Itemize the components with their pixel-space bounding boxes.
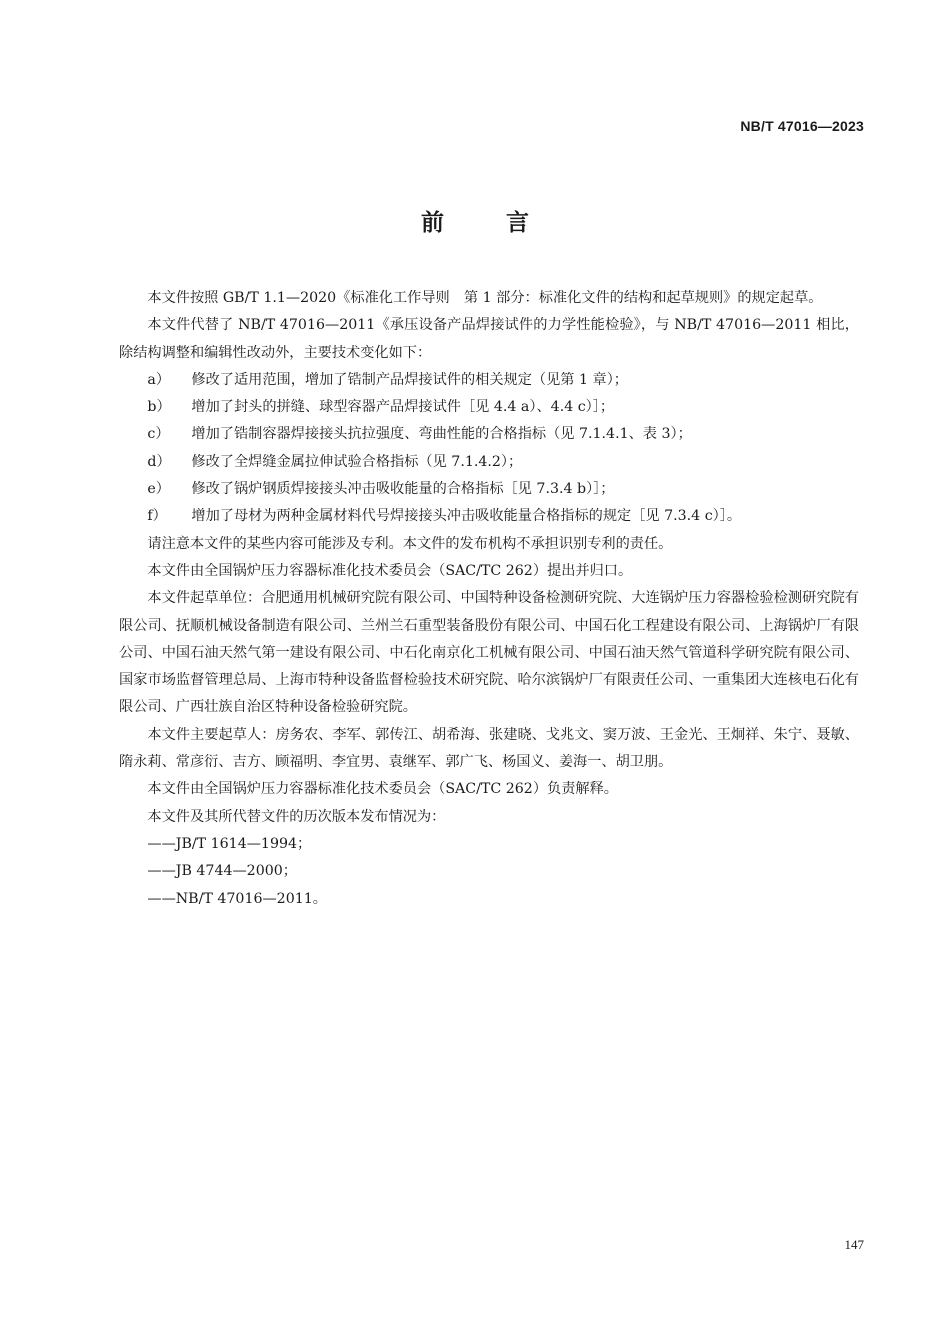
change-item (119, 503, 859, 530)
change-item (119, 476, 859, 503)
change-item (119, 421, 859, 448)
change-item (119, 394, 859, 421)
paragraph-history-intro: 本文件及其所代替文件的历次版本发布情况为： (147, 808, 446, 825)
change-item-text: 修改了锅炉钢质焊接接头冲击吸收能量的合格指标［见 7.3.4 b）］； (191, 481, 615, 498)
change-item-label: f） (147, 508, 167, 525)
foreword-body (119, 285, 859, 913)
paragraph-proposer: 本文件由全国锅炉压力容器标准化技术委员会（SAC/TC 262）提出并归口。 (147, 562, 633, 579)
change-item-label: c） (147, 426, 170, 443)
change-item (119, 367, 859, 394)
paragraph-replacement: 本文件代替了 NB/T 47016—2011《承压设备产品焊接试件的力学性能检验》，与 NB/T 47016—2011 相比，除结构调整和编辑性改动外，主要技术变化如下： (119, 317, 859, 361)
change-item-text: 增加了封头的拼缝、球型容器产品焊接试件［见 4.4 a）、4.4 c）］； (191, 399, 615, 416)
page-number: 147 (844, 1237, 864, 1252)
paragraph-drafters: 本文件主要起草人：房务农、李军、郭传江、胡希海、张建晓、戈兆文、窦万波、王金光、王炯祥、朱宁、聂敏、隋永莉、常彦衍、吉方、顾福明、李宜男、袁继军、郭广飞、杨国义、姜海一、胡卫朋。 (119, 726, 859, 771)
history-item: ——JB 4744—2000； (147, 863, 297, 880)
paragraph-drafting-rules: 本文件按照 GB/T 1.1—2020《标准化工作导则 第 1 部分：标准化文件的结构和起草规则》的规定起草。 (147, 290, 823, 306)
paragraph-interpretation: 本文件由全国锅炉压力容器标准化技术委员会（SAC/TC 262）负责解释。 (147, 781, 618, 798)
paragraph-patent-notice: 请注意本文件的某些内容可能涉及专利。本文件的发布机构不承担识别专利的责任。 (147, 535, 673, 552)
change-item-label: e） (147, 481, 170, 498)
history-item: ——NB/T 47016—2011。 (147, 890, 327, 907)
paragraph-drafting-units: 本文件起草单位：合肥通用机械研究院有限公司、中国特种设备检测研究院、大连锅炉压力容器检验检测研究院有限公司、抚顺机械设备制造有限公司、兰州兰石重型装备股份有限公司、中国石化工程建设有限公司、上海锅炉厂有限公司、中国石油天然气第一建设有限公司、中石化南京化工机械有限公司、中国石油天然气管道科学研究院有限公司、国家市场监督管理总局、上海市特种设备监督检验技术研究院、哈尔滨锅炉厂有限责任公司、一重集团大连核电石化有限公司、广西壮族自治区特种设备检验研究院。 (119, 590, 859, 716)
change-item-label: d） (147, 453, 171, 470)
change-item-text: 修改了适用范围，增加了锆制产品焊接试件的相关规定（见第 1 章）； (191, 371, 628, 388)
standard-code: NB/T 47016—2023 (740, 118, 864, 134)
page-title (0, 204, 950, 237)
change-item-text: 增加了锆制容器焊接接头抗拉强度、弯曲性能的合格指标（见 7.1.4.1、表 3）； (191, 426, 692, 443)
title-char-2: 言 (506, 210, 529, 236)
change-item-label: a） (147, 371, 171, 388)
change-item-text: 增加了母材为两种金属材料代号焊接接头冲击吸收能量合格指标的规定［见 7.3.4 c）］。 (191, 508, 742, 525)
change-item-label: b） (147, 399, 171, 416)
change-item (119, 449, 859, 476)
change-item-text: 修改了全焊缝金属拉伸试验合格指标（见 7.1.4.2）； (191, 453, 523, 470)
history-item: ——JB/T 1614—1994； (147, 835, 312, 852)
title-char-1: 前 (421, 210, 444, 236)
